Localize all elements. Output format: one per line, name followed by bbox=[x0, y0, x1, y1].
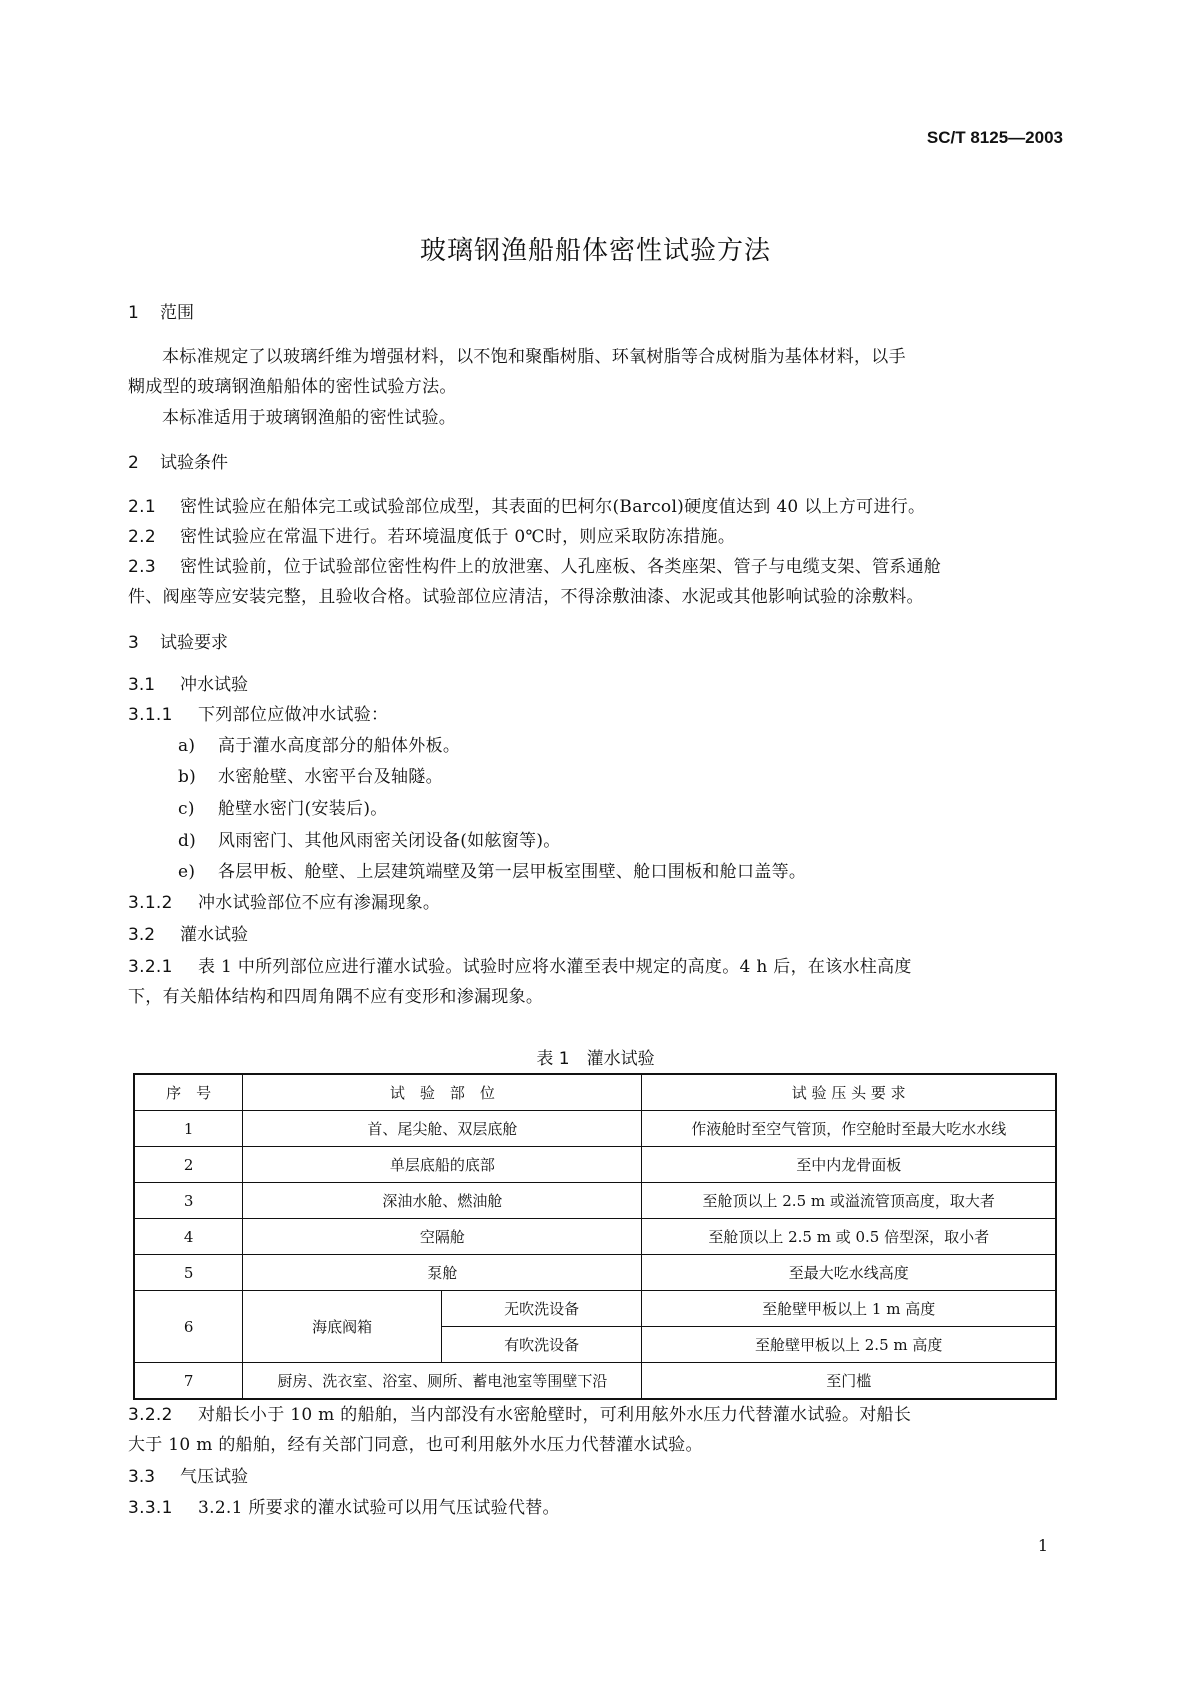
table-cell: 深油水舱、燃油舱 bbox=[243, 1183, 642, 1219]
clause-text: 3.2.1 所要求的灌水试验可以用气压试验代替。 bbox=[198, 1498, 560, 1518]
clause-number: 3.2.2 bbox=[128, 1405, 173, 1425]
table-cell: 空隔舱 bbox=[243, 1219, 642, 1255]
column-header: 试 验 部 位 bbox=[243, 1074, 642, 1111]
clause-3-2-2 bbox=[128, 1400, 911, 1425]
table-cell: 至舱顶以上 2.5 m 或溢流管顶高度，取大者 bbox=[642, 1183, 1056, 1219]
table-row bbox=[134, 1183, 1056, 1219]
subsection-3-2-heading bbox=[128, 920, 248, 945]
list-item bbox=[178, 731, 460, 756]
table-cell: 至舱顶以上 2.5 m 或 0.5 倍型深，取小者 bbox=[642, 1219, 1056, 1255]
section-title: 试验要求 bbox=[160, 633, 228, 653]
list-item-label: b) bbox=[178, 767, 197, 787]
clause-2-1 bbox=[128, 492, 925, 517]
clause-3-1-2 bbox=[128, 888, 440, 913]
subsection-3-3-heading bbox=[128, 1462, 248, 1487]
section-number: 2 bbox=[128, 453, 139, 473]
clause-2-2 bbox=[128, 522, 735, 547]
clause-number: 3.3.1 bbox=[128, 1498, 173, 1518]
paragraph: 本标准规定了以玻璃纤维为增强材料，以不饱和聚酯树脂、环氧树脂等合成树脂为基体材料，以手 bbox=[162, 347, 906, 367]
table-cell: 3 bbox=[134, 1183, 243, 1219]
clause-3-1-1 bbox=[128, 700, 388, 725]
clause-text-continued: 大于 10 m 的船舶，经有关部门同意，也可利用舷外水压力代替灌水试验。 bbox=[128, 1435, 703, 1455]
list-item-text: 高于灌水高度部分的船体外板。 bbox=[218, 736, 461, 756]
table-caption: 表 1 灌水试验 bbox=[536, 1049, 655, 1069]
list-item-label: a) bbox=[178, 736, 196, 756]
list-item bbox=[178, 826, 561, 851]
table-cell: 至中内龙骨面板 bbox=[642, 1147, 1056, 1183]
table-cell: 至门槛 bbox=[642, 1363, 1056, 1400]
table-cell: 至最大吃水线高度 bbox=[642, 1255, 1056, 1291]
table-cell: 4 bbox=[134, 1219, 243, 1255]
subsection-title: 气压试验 bbox=[180, 1467, 248, 1487]
table-cell: 7 bbox=[134, 1363, 243, 1400]
table-row bbox=[134, 1147, 1056, 1183]
table-cell: 泵舱 bbox=[243, 1255, 642, 1291]
section-title: 试验条件 bbox=[160, 453, 228, 473]
section-1-heading bbox=[128, 298, 194, 323]
subsection-number: 3.1 bbox=[128, 675, 156, 695]
table-row bbox=[134, 1255, 1056, 1291]
subsection-3-1-heading bbox=[128, 670, 248, 695]
table-row bbox=[134, 1363, 1056, 1400]
clause-text-continued: 件、阀座等应安装完整，且验收合格。试验部位应清洁，不得涂敷油漆、水泥或其他影响试验的涂敷料。 bbox=[128, 587, 924, 607]
list-item-text: 水密舱壁、水密平台及轴隧。 bbox=[218, 767, 443, 787]
column-header: 试 验 压 头 要 求 bbox=[642, 1074, 1056, 1111]
clause-text: 表 1 中所列部位应进行灌水试验。试验时应将水灌至表中规定的高度。4 h 后，在该水柱高度 bbox=[198, 957, 912, 977]
clause-number: 2.1 bbox=[128, 497, 156, 517]
list-item bbox=[178, 794, 388, 819]
clause-number: 2.2 bbox=[128, 527, 156, 547]
table-cell: 单层底船的底部 bbox=[243, 1147, 642, 1183]
list-item bbox=[178, 857, 806, 882]
table-row bbox=[134, 1219, 1056, 1255]
standard-code: SC/T 8125—2003 bbox=[926, 128, 1063, 147]
section-number: 1 bbox=[128, 303, 139, 323]
clause-text: 对船长小于 10 m 的船舶，当内部没有水密舱壁时，可利用舷外水压力代替灌水试验。对船长 bbox=[198, 1405, 912, 1425]
clause-text: 冲水试验部位不应有渗漏现象。 bbox=[198, 893, 441, 913]
table-cell: 6 bbox=[134, 1291, 243, 1363]
page-number: 1 bbox=[1037, 1536, 1048, 1555]
table-cell: 无吹洗设备 bbox=[441, 1291, 642, 1327]
clause-text: 下列部位应做冲水试验： bbox=[198, 705, 389, 725]
table-cell: 厨房、洗衣室、浴室、厕所、蓄电池室等围壁下沿 bbox=[243, 1363, 642, 1400]
table-cell: 1 bbox=[134, 1111, 243, 1147]
subsection-title: 灌水试验 bbox=[180, 925, 248, 945]
subsection-title: 冲水试验 bbox=[180, 675, 248, 695]
table-row bbox=[134, 1111, 1056, 1147]
list-item bbox=[178, 762, 443, 787]
section-title: 范围 bbox=[160, 303, 194, 323]
table-cell: 海底阀箱 bbox=[243, 1291, 442, 1363]
paragraph: 本标准适用于玻璃钢渔船的密性试验。 bbox=[162, 408, 457, 428]
table-cell: 作液舱时至空气管顶，作空舱时至最大吃水水线 bbox=[642, 1111, 1056, 1147]
column-header: 序 号 bbox=[134, 1074, 243, 1111]
table-cell: 有吹洗设备 bbox=[441, 1327, 642, 1363]
table-cell: 至舱壁甲板以上 1 m 高度 bbox=[642, 1291, 1056, 1327]
clause-number: 3.1.1 bbox=[128, 705, 173, 725]
document-title: 玻璃钢渔船船体密性试验方法 bbox=[419, 236, 771, 266]
clause-text: 密性试验前，位于试验部位密性构件上的放泄塞、人孔座板、各类座架、管子与电缆支架、管系通舱 bbox=[180, 557, 942, 577]
table-cell: 首、尾尖舱、双层底舱 bbox=[243, 1111, 642, 1147]
section-2-heading bbox=[128, 448, 228, 473]
table-row bbox=[134, 1291, 1056, 1327]
clause-text: 密性试验应在常温下进行。若环境温度低于 0℃时，则应采取防冻措施。 bbox=[180, 527, 736, 547]
paragraph: 糊成型的玻璃钢渔船船体的密性试验方法。 bbox=[128, 377, 457, 397]
table-cell: 至舱壁甲板以上 2.5 m 高度 bbox=[642, 1327, 1056, 1363]
irrigation-test-table bbox=[133, 1073, 1057, 1400]
clause-2-3 bbox=[128, 552, 941, 577]
list-item-label: d) bbox=[178, 831, 197, 851]
table-cell: 5 bbox=[134, 1255, 243, 1291]
list-item-label: c) bbox=[178, 799, 195, 819]
subsection-number: 3.2 bbox=[128, 925, 156, 945]
list-item-label: e) bbox=[178, 862, 196, 882]
clause-number: 2.3 bbox=[128, 557, 156, 577]
section-3-heading bbox=[128, 628, 228, 653]
table-cell: 2 bbox=[134, 1147, 243, 1183]
clause-3-2-1 bbox=[128, 952, 912, 977]
clause-number: 3.1.2 bbox=[128, 893, 173, 913]
clause-text-continued: 下，有关船体结构和四周角隅不应有变形和渗漏现象。 bbox=[128, 987, 544, 1007]
list-item-text: 各层甲板、舱壁、上层建筑端壁及第一层甲板室围壁、舱口围板和舱口盖等。 bbox=[218, 862, 807, 882]
clause-3-3-1 bbox=[128, 1493, 560, 1518]
clause-number: 3.2.1 bbox=[128, 957, 173, 977]
table-header-row bbox=[134, 1074, 1056, 1111]
clause-text: 密性试验应在船体完工或试验部位成型，其表面的巴柯尔(Barcol)硬度值达到 40 以上方可进行。 bbox=[180, 497, 926, 517]
list-item-text: 风雨密门、其他风雨密关闭设备(如舷窗等)。 bbox=[218, 831, 561, 851]
subsection-number: 3.3 bbox=[128, 1467, 156, 1487]
section-number: 3 bbox=[128, 633, 139, 653]
list-item-text: 舱壁水密门(安装后)。 bbox=[218, 799, 388, 819]
